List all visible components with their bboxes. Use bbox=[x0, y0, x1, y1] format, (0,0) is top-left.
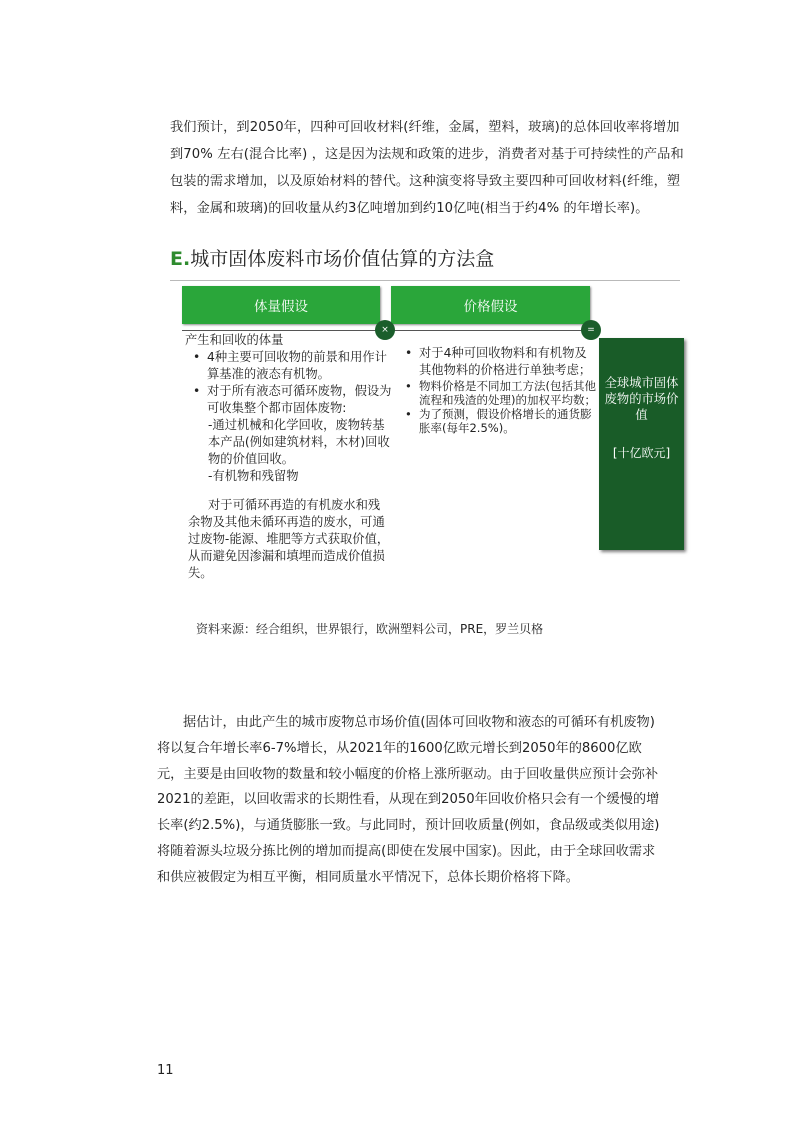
estimate-paragraph: 据估计，由此产生的城市废物总市场价值(固体可回收物和液态的可循环有机废物)将以复合年增长率6-7%增长，从2021年的1600亿欧元增长到2050年的8600亿欧元，主要是由回收物的数量和较小幅度的价格上涨所驱动。由于回收量供应预计会弥补2021的差距，以回收需求的长期性看，从现在到2050年回收价格只会有一个缓慢的增长率(约2.5%)，与通货膨胀一致。与此同时，预计回收质量(例如，食品级或类似用途)将随着源头垃圾分拣比例的增加而提高(即使在发展中国家)。因此，由于全球回收需求和供应被假定为相互平衡，相同质量水平情况下，总体长期价格将下降。 bbox=[157, 715, 660, 885]
result-unit: [十亿欧元] bbox=[612, 446, 671, 460]
volume-assumption-header: 体量假设 bbox=[182, 286, 380, 324]
result-title: 全球城市固体废物的市场价值 bbox=[604, 376, 679, 422]
section-letter: E. bbox=[170, 248, 191, 270]
intro-paragraph: 我们预计，到2050年，四种可回收材料(纤维，金属，塑料，玻璃)的总体回收率将增加到70% 左右(混合比率) ，这是因为法规和政策的进步，消费者对基于可持续性的产品和包装的需求增加，以及原始材料的替代。这种演变将导致主要四种可回收材料(纤维，塑料，金属和玻璃)的回收量从约3亿吨增加到约10亿吨(相当于约4% 的年增长率)。 bbox=[170, 120, 684, 216]
volume-extra-paragraph: 对于可循环再造的有机废水和残余物及其他未循环再造的废水，可通过废物-能源、堆肥等方式获取价值，从而避免因渗漏和填埋而造成价值损失。 bbox=[188, 498, 390, 580]
source-note: 资料来源：经合组织，世界银行，欧洲塑料公司，PRE，罗兰贝格 bbox=[196, 622, 544, 636]
volume-bullet-1: • 4种主要可回收物的前景和用作计算基准的液态有机物。 bbox=[188, 349, 392, 383]
equals-operator-icon: = bbox=[581, 320, 601, 340]
volume-assumption-list bbox=[188, 349, 392, 582]
multiply-operator-icon: × bbox=[375, 320, 395, 340]
price-bullet-3: • 为了预测，假设价格增长的通货膨胀率(每年2.5%)。 bbox=[400, 407, 596, 435]
volume-sub-item-1: -通过机械和化学回收，废物转基本产品(例如建筑材料，木材)回收物的价值回收。 bbox=[208, 418, 390, 466]
volume-bullet-2: • 对于所有液态可循环废物，假设为可收集整个都市固体废物: bbox=[188, 383, 392, 417]
price-assumption-list bbox=[400, 345, 596, 435]
volume-heading: 产生和回收的体量 bbox=[185, 333, 284, 347]
section-title bbox=[170, 244, 494, 271]
price-assumption-header: 价格假设 bbox=[391, 286, 590, 324]
title-divider bbox=[170, 280, 680, 281]
page-number: 11 bbox=[157, 1063, 174, 1078]
volume-sub-item-2: -有机物和残留物 bbox=[208, 469, 299, 483]
market-value-result-box bbox=[599, 338, 684, 550]
section-title-text: 城市固体废料市场价值估算的方法盒 bbox=[190, 248, 495, 270]
price-bullet-1: • 对于4种可回收物料和有机物及其他物料的价格进行单独考虑； bbox=[400, 345, 596, 379]
price-bullet-2: • 物料价格是不同加工方法(包括其他流程和残渣的处理)的加权平均数； bbox=[400, 379, 596, 407]
